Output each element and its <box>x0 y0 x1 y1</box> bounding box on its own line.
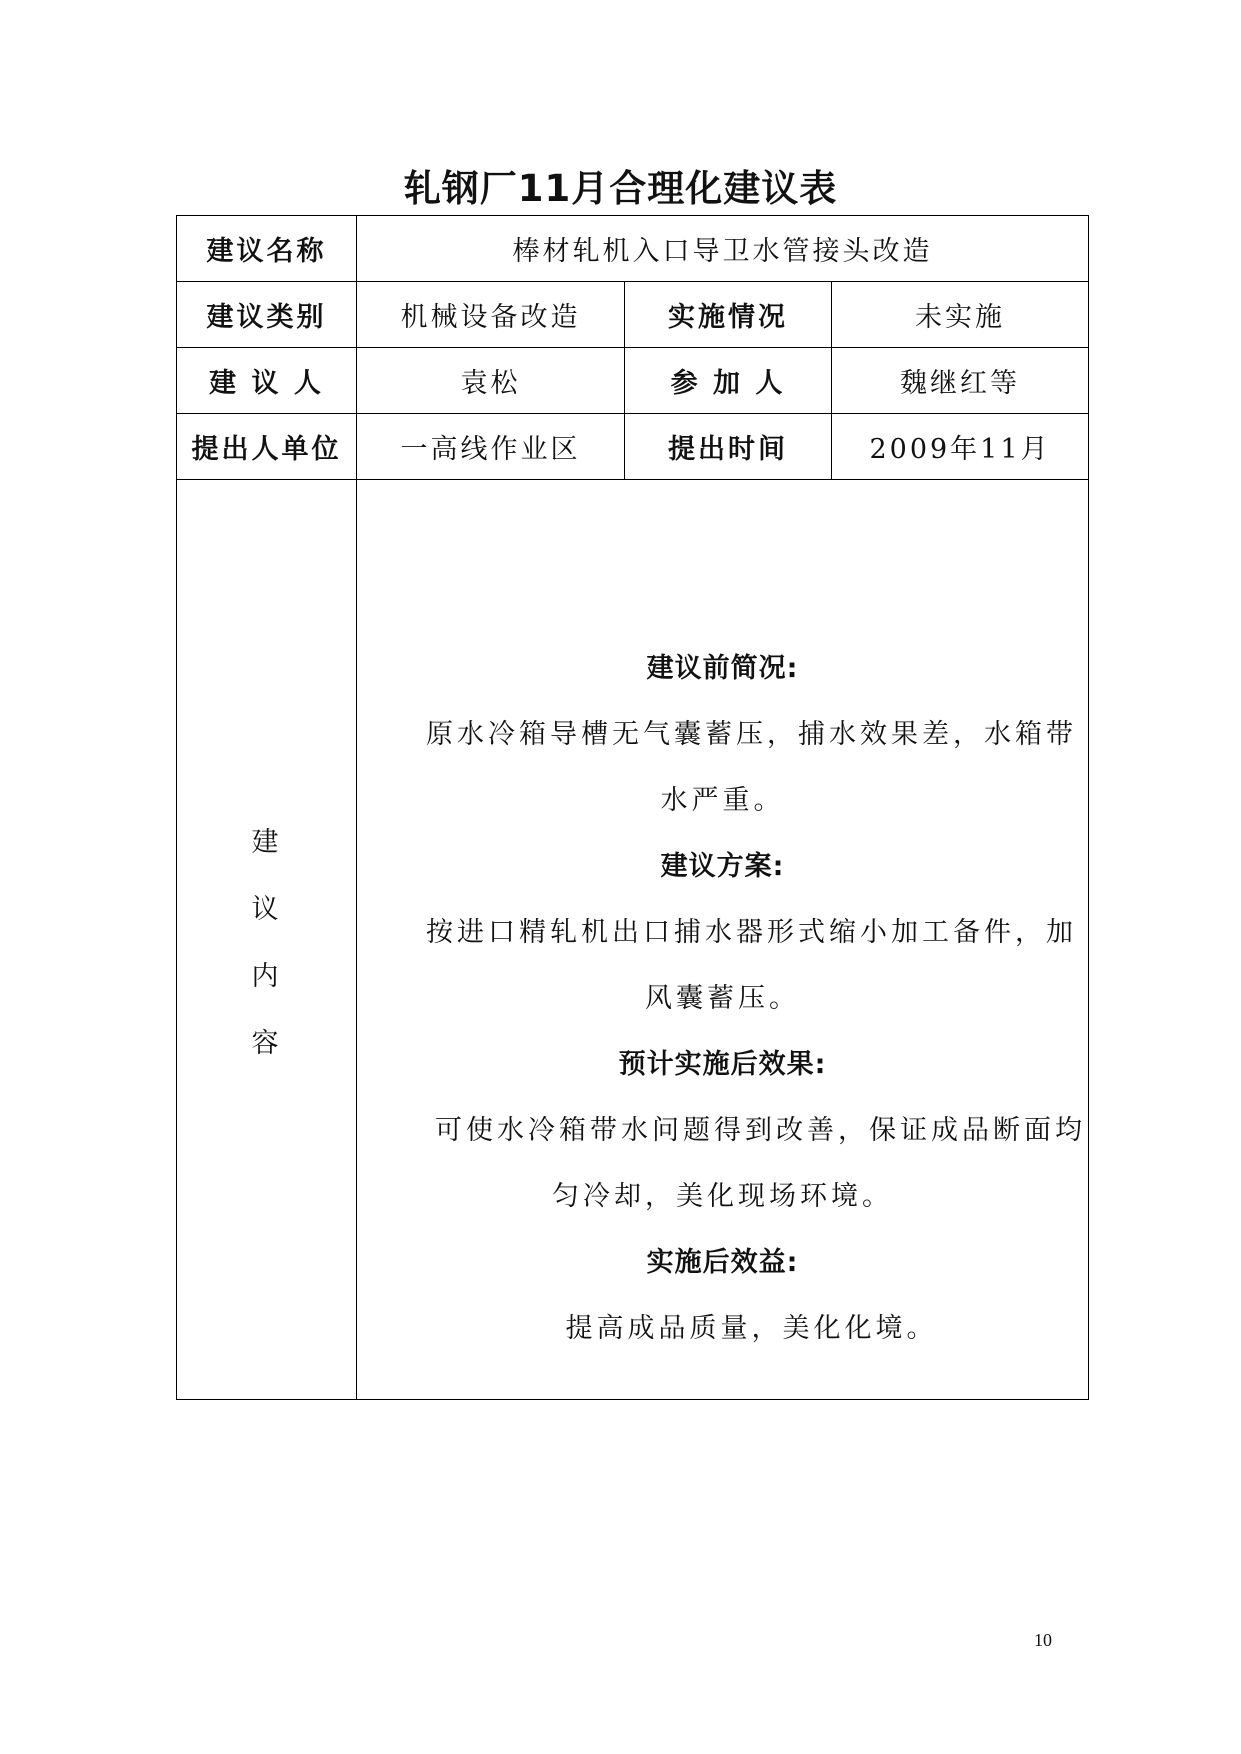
value-proposer: 袁松 <box>357 348 625 414</box>
label-proposer: 建 议 人 <box>177 348 357 414</box>
section-text-before: 原水冷箱导槽无气囊蓄压，捕水效果差，水箱带水严重。 <box>426 718 1077 816</box>
label-proposal-content <box>177 480 357 1400</box>
content-label-char: 内 <box>251 960 282 992</box>
table-row <box>177 348 1089 414</box>
value-implementation-status: 未实施 <box>832 282 1089 348</box>
table-row <box>177 480 1089 1400</box>
label-proposer-unit: 提出人单位 <box>177 414 357 480</box>
page-number: 10 <box>1034 1630 1052 1650</box>
value-proposer-unit: 一高线作业区 <box>357 414 625 480</box>
section-heading-before: 建议前简况: <box>646 652 799 684</box>
proposal-form-table <box>176 215 1089 1400</box>
section-heading-expected-effect: 预计实施后效果: <box>618 1048 827 1080</box>
section-text-benefit: 提高成品质量，美化化境。 <box>565 1312 938 1344</box>
section-heading-plan: 建议方案: <box>660 850 785 882</box>
table-row <box>177 216 1089 282</box>
label-implementation-status: 实施情况 <box>625 282 832 348</box>
value-proposal-name: 棒材轧机入口导卫水管接头改造 <box>357 216 1089 282</box>
section-heading-benefit: 实施后效益: <box>646 1246 799 1278</box>
content-label-char: 议 <box>251 893 282 925</box>
value-submission-time: 2009年11月 <box>832 414 1089 480</box>
section-text-expected-effect: 可使水冷箱带水问题得到改善，保证成品断面均匀冷却，美化现场环境。 <box>435 1114 1086 1212</box>
value-participants: 魏继红等 <box>832 348 1089 414</box>
page-title: 轧钢厂11月合理化建议表 <box>403 167 838 210</box>
table-row <box>177 282 1089 348</box>
content-label-char: 建 <box>251 826 282 858</box>
label-proposal-name: 建议名称 <box>177 216 357 282</box>
label-submission-time: 提出时间 <box>625 414 832 480</box>
content-label-char: 容 <box>251 1027 282 1059</box>
proposal-content <box>357 480 1089 1400</box>
label-participants: 参 加 人 <box>625 348 832 414</box>
table-row <box>177 414 1089 480</box>
section-text-plan: 按进口精轧机出口捕水器形式缩小加工备件，加风囊蓄压。 <box>426 916 1077 1014</box>
label-proposal-category: 建议类别 <box>177 282 357 348</box>
value-proposal-category: 机械设备改造 <box>357 282 625 348</box>
